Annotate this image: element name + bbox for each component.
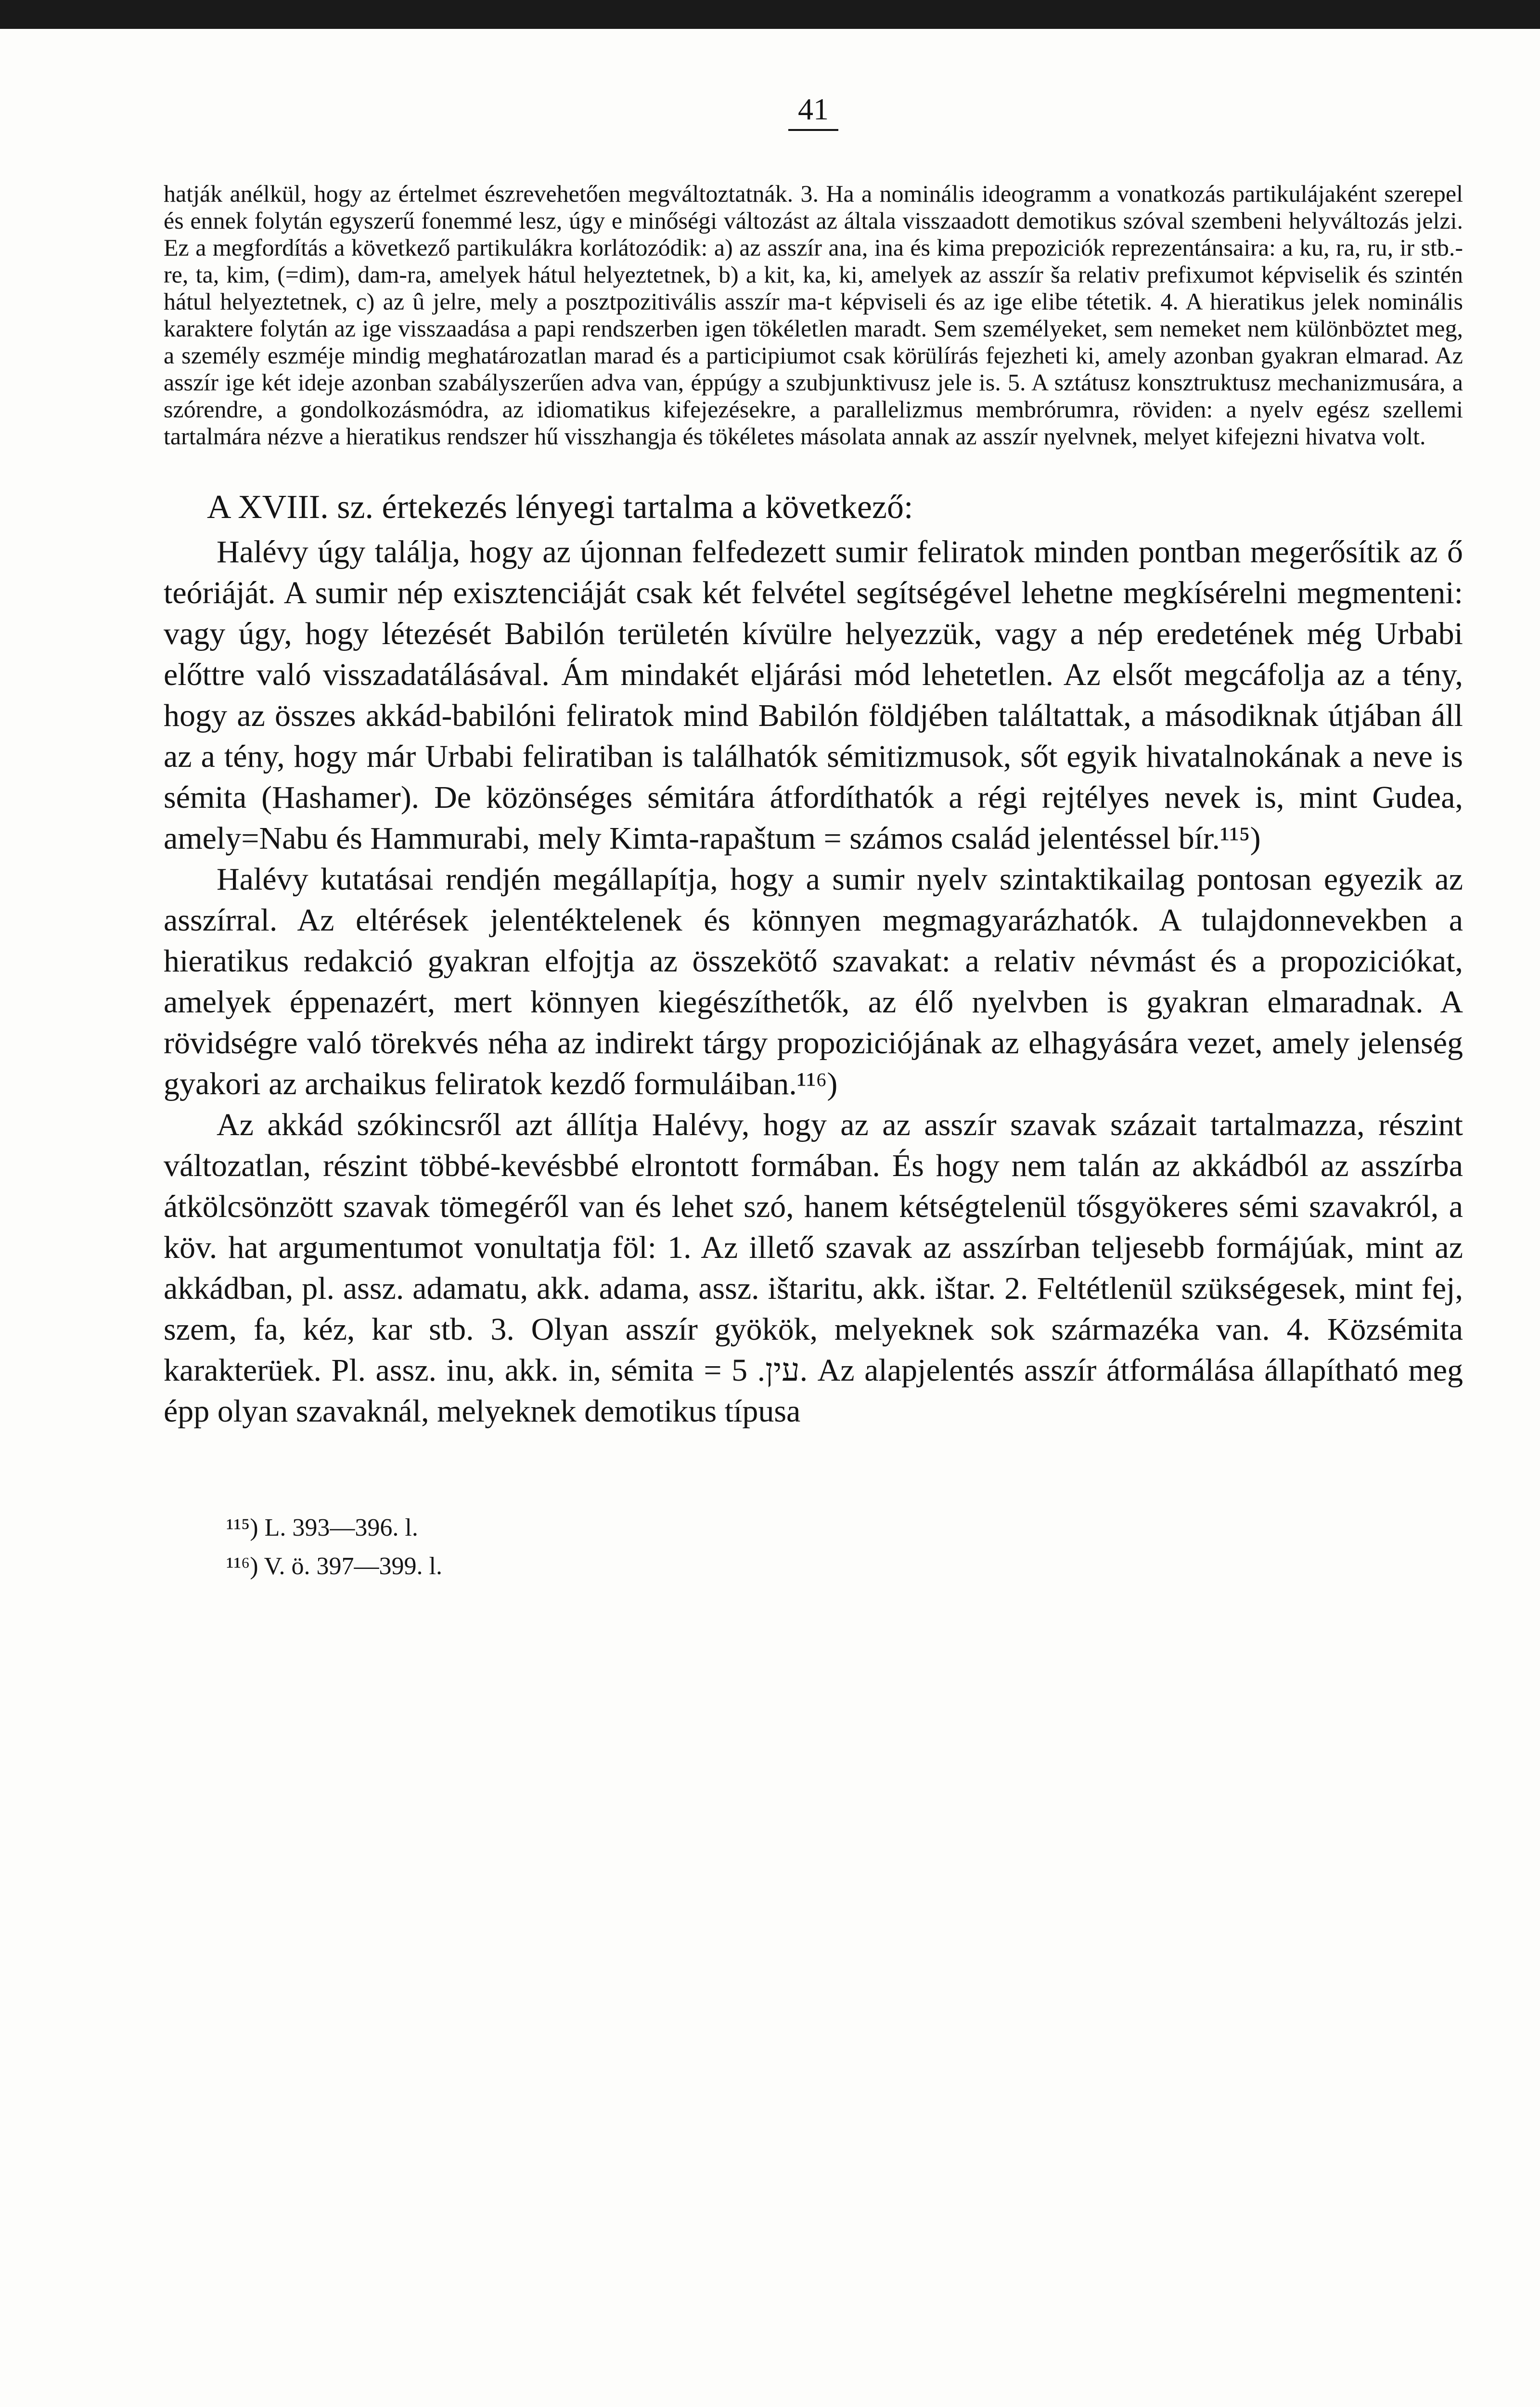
paragraph-3: Az akkád szókincsről azt állítja Halévy, hogy az az asszír szavak százait tartalmazza, részint változatlan, részint többé-kevésbbé elrontott formában. És hogy nem talán az akkádból az asszírba átkölcsönzött szavak tömegéről van és lehet szó, hanem kétségtelenül tősgyökeres sémi szavakról, a köv. hat argumentumot vonultatja föl: 1. Az illető szavak az asszírban teljesebb formájúak, mint az akkádban, pl. assz. adamatu, akk. adama, assz. ištaritu, akk. ištar. 2. Feltétlenül szükségesek, mint fej, szem, fa, kéz, kar stb. 3. Olyan asszír gyökök, melyeknek sok származéka van. 4. Közsémita karakterüek. Pl. assz. inu, akk. in, sémita = עין. 5. Az alapjelentés asszír átformálása állapítható meg épp olyan szavaknál, melyeknek demotikus típusa <box>164 1107 1463 1429</box>
page <box>164 72 1463 1586</box>
paragraph-1: Halévy úgy találja, hogy az újonnan felfedezett sumir feliratok minden pontban megerősítik az ő teóriáját. A sumir nép exisztenciáját csak két felvétel segítségével lehetne megkísérelni megmenteni: vagy úgy, hogy létezését Babilón területén kívülre helyezzük, vagy a nép eredetének még Urbabi előttre való visszadatálásával. Ám mindakét eljárási mód lehetetlen. Az elsőt megcáfolja az a tény, hogy az összes akkád-babilóni feliratok mind Babilón földjében találtattak, a másodiknak útjában áll az a tény, hogy már Urbabi feliratiban is találhatók sémitizmusok, sőt egyik hivatalnokának a neve is sémita (Hashamer). De közönséges sémitára átfordíthatók a régi rejtélyes nevek is, mint Gudea, amely=Nabu és Hammurabi, mely Kimta-rapaštum = számos család jelentéssel bír.¹¹⁵) <box>164 534 1463 856</box>
footnotes <box>226 1509 1463 1586</box>
body-text <box>164 531 1463 1432</box>
paragraph-2: Halévy kutatásai rendjén megállapítja, hogy a sumir nyelv szintaktikailag pontosan egyezik az asszírral. Az eltérések jelentéktelenek és könnyen megmagyarázhatók. A tulajdonnevekben a hieratikus redakció gyakran elfojtja az összekötő szavakat: a relativ névmást és a propoziciókat, amelyek éppenazért, mert könnyen kiegészíthetők, az élő nyelvben is gyakran elmaradnak. A rövidségre való törekvés néha az indirekt tárgy propoziciójának az elhagyására vezet, amely jelenség gyakori az archaikus feliratok kezdő formuláiban.¹¹⁶) <box>164 862 1463 1101</box>
page-number <box>164 91 1463 127</box>
small-print-section <box>164 180 1463 450</box>
section-heading: A XVIII. sz. értekezés lényegi tartalma a következő: <box>207 489 913 526</box>
page-number-text: 41 <box>788 92 838 131</box>
footnote-115: ¹¹⁵) L. 393—396. l. <box>226 1514 418 1541</box>
scan-top-edge <box>0 0 1540 29</box>
footnote-116: ¹¹⁶) V. ö. 397—399. l. <box>226 1553 442 1580</box>
small-paragraph: hatják anélkül, hogy az értelmet észrevehetően megváltoztatnák. 3. Ha a nominális ideogramm a vonatkozás partikulájaként szerepel és ennek folytán egyszerű fonemmé lesz, úgy e minőségi változást az általa visszaadott demotikus szóval szembeni helyváltozás jelzi. Ez a megfordítás a következő partikulákra korlátozódik: a) az asszír ana, ina és kima prepoziciók reprezentánsaira: a ku, ra, ru, ir stb.-re, ta, kim, (=dim), dam-ra, amelyek hátul helyeztetnek, b) a kit, ka, ki, amelyek az asszír ša relativ prefixumot képviselik és szintén hátul helyeztetnek, c) az û jelre, mely a posztpozitivális asszír ma-t képviseli és az ige elibe tétetik. 4. A hieratikus jelek nominális karaktere folytán az ige visszaadása a papi rendszerben igen tökéletlen maradt. Sem személyeket, sem nemeket nem különböztet meg, a személy eszméje mindig meghatározatlan marad és a participiumot csak körülírás fejezheti ki, amely azonban gyakran elmarad. Az asszír ige két ideje azonban szabályszerűen adva van, éppúgy a szubjunktivusz jele is. 5. A sztátusz konsztruktusz mechanizmusára, a szórendre, a gondolkozásmódra, az idiomatikus kifejezésekre, a parallelizmus membrórumra, röviden: a nyelv egész szellemi tartalmára nézve a hieratikus rendszer hű visszhangja és tökéletes másolata annak az asszír nyelvnek, melyet kifejezni hivatva volt. <box>164 180 1463 450</box>
